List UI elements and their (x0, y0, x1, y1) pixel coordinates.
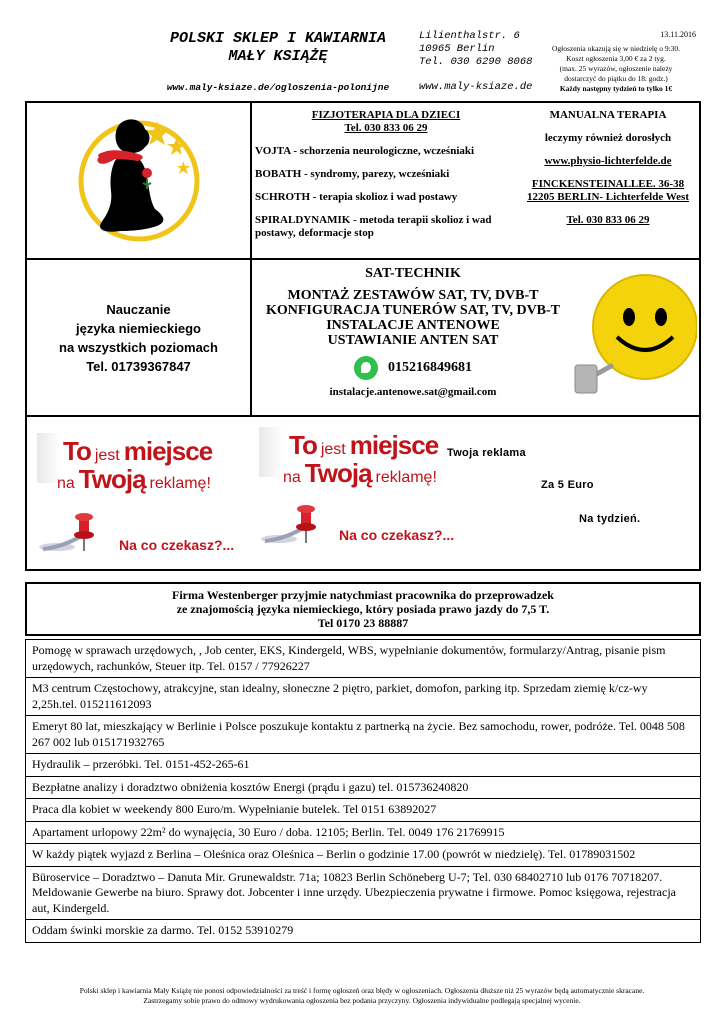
address-city: 10965 Berlin (419, 43, 495, 55)
lessons-phone[interactable]: Tel. 01739367847 (86, 358, 191, 374)
star-icon (177, 161, 190, 174)
shop-title (148, 30, 408, 66)
sat-service: INSTALACJE ANTENOWE (326, 318, 500, 333)
ad-placeholder-right[interactable] (253, 417, 699, 567)
featured-job-ad (25, 582, 701, 636)
manual-website-link[interactable]: www.physio-lichterfelde.de (544, 155, 672, 167)
classified-item: Pomogę w sprawach urzędowych, , Job center, EKS, Kindergeld, WBS, wypełnianie dokumentów, formularzy/Antrag, pisanie pism urzędowych, rachunków, Steuer itp. Tel. 0157 / 77926227 (25, 639, 701, 678)
job-ad-phone[interactable]: Tel 0170 23 88887 (317, 616, 409, 630)
info-line-bold: Każdy następny tydzień to tylko 1€ (559, 84, 673, 93)
physio-item: BOBATH - syndromy, parezy, wcześniaki (255, 168, 450, 180)
sat-email-link[interactable]: instalacje.antenowe.sat@gmail.com (329, 386, 497, 398)
manual-phone[interactable]: Tel. 030 833 06 29 (566, 214, 650, 226)
ad-headline-line1: To jest miejsce (289, 430, 439, 460)
ad-offer-line: Twoja reklama (447, 447, 526, 459)
shop-title-line1: POLSKI SKLEP I KAWIARNIA (169, 30, 387, 47)
classified-item: M3 centrum Częstochowy, atrakcyjne, stan idealny, słoneczne 2 piętro, parkiet, domofon, parking itp. Sprzedam ziemię k/cz-wy 2,25h.tel. 015211612093 (25, 678, 701, 716)
little-prince-logo (27, 103, 250, 258)
ad-headline-line1: To jest miejsce (63, 436, 213, 466)
classified-item: Hydraulik – przeróbki. Tel. 0151-452-265-61 (25, 754, 701, 777)
smiley-eye (623, 308, 635, 326)
classified-item: Apartament urlopowy 22m² do wynajęcia, 30 Euro / doba. 12105; Berlin. Tel. 0049 176 21769915 (25, 822, 701, 845)
dish (593, 275, 697, 379)
shop-address (419, 30, 539, 94)
lessons-line: języka niemieckiego (75, 320, 201, 336)
ad-headline-line2: na Twoją reklamę! (283, 458, 437, 488)
smiley-satellite-dish-image (567, 265, 697, 411)
classified-item: Büroservice – Doradztwo – Danuta Mir. Grunewaldstr. 71a; 10823 Berlin Schöneberg U-7; Tel. 030 68402710 lub 0176 70718207. Meldowanie Gewerbe na biuro. Sprawy dot. Jobcenter i inne urzędy. Ubezpieczenia prywatne i firmowe. Pomoc księgowa, rejestracja aut, Kindergeld. (25, 867, 701, 921)
classified-item: W każdy piątek wyjazd z Berlina – Oleśnica oraz Oleśnica – Berlin o godzinie 17.00 (powrót w niedzielę). Tel. 01789031502 (25, 844, 701, 867)
manual-therapy-ad (517, 109, 699, 227)
manual-subtitle: leczymy również dorosłych (544, 132, 672, 144)
ad-call-to-action: Na co czekasz?... (119, 537, 235, 553)
lnb-icon (575, 365, 597, 393)
info-line: dostarczyć do piątku do 18. godz.) (564, 74, 668, 83)
smiley-eye (655, 308, 667, 326)
classified-item: Praca dla kobiet w weekendy 800 Euro/m. Wypełnianie butelek. Tel 0151 63892027 (25, 799, 701, 822)
manual-address-street: FINCKENSTEINALLEE. 36-38 (531, 178, 685, 190)
disclaimer-line: Polski sklep i kawiarnia Mały Książę nie ponosi odpowiedzialności za treść i formę ogłoszeń oraz błędy w ogłoszeniach. Ogłoszenia dłuższe niż 25 wyrazów będą automatycznie skracane. (79, 986, 645, 995)
physio-item: SPIRALDYNAMIK - metoda terapii skolioz i wad postawy, deformacje stop (255, 214, 492, 239)
info-line: Ogłoszenia ukazują się w niedzielę o 9:30. (551, 44, 681, 53)
pricing-info (536, 44, 696, 94)
sat-service: USTAWIANIE ANTEN SAT (327, 333, 499, 348)
sat-technik-ad (253, 266, 573, 398)
classifieds-list (25, 582, 701, 943)
german-lessons-ad (27, 260, 250, 415)
sat-service: KONFIGURACJA TUNERÓW SAT, TV, DVB-T (265, 303, 561, 318)
rose-icon (142, 168, 152, 178)
classified-item: Emeryt 80 lat, mieszkający w Berlinie i Polsce poszukuje kontaktu z partnerką na życie. Bez samochodu, rower, podróże. Tel. 0048 508 267 002 lub 015171932765 (25, 716, 701, 754)
ad-offer-line: Za 5 Euro (541, 479, 594, 491)
whatsapp-icon (354, 356, 378, 380)
manual-title: MANUALNA TERAPIA (549, 109, 667, 121)
ad-offer-line: Na tydzień. (579, 513, 641, 525)
shop-website-link[interactable]: www.maly-ksiaze.de (419, 81, 533, 93)
lessons-line: na wszystkich poziomach (59, 339, 218, 355)
physio-title: FIZJOTERAPIA DLA DZIECI (311, 109, 461, 121)
job-ad-line: Firma Westenberger przyjmie natychmiast pracownika do przeprowadzek (172, 588, 554, 602)
ad-shadow-bar (259, 427, 283, 477)
manual-address-city: 12205 BERLIN- Lichterfelde West (526, 191, 690, 203)
address-tel: Tel. 030 6290 8068 (419, 56, 533, 68)
sat-service: MONTAŻ ZESTAWÓW SAT, TV, DVB-T (287, 288, 539, 303)
prince-body (100, 153, 163, 232)
sat-phone[interactable]: 015216849681 (388, 360, 472, 375)
physio-item: VOJTA - schorzenia neurologiczne, wcześniaki (255, 145, 475, 157)
ad-call-to-action: Na co czekasz?... (339, 527, 455, 543)
ad-headline-line2: na Twoją reklamę! (57, 464, 211, 494)
pushpin-icon (257, 493, 327, 549)
dish-arm (595, 365, 613, 375)
ads-grid (25, 101, 701, 571)
grid-divider (250, 103, 252, 415)
disclaimer-line: Zastrzegamy sobie prawo do odmowy wydrukowania ogłoszenia bez podania przyczyny. Ogłoszenia indywidualne podlegają specjalnej wycenie. (143, 996, 581, 1005)
sat-phone-row (253, 356, 573, 380)
issue-date: 13.11.2016 (660, 30, 696, 39)
pushpin-icon (35, 501, 105, 557)
sat-title: SAT-TECHNIK (365, 266, 461, 281)
physio-item: SCHROTH - terapia skolioz i wad postawy (255, 191, 458, 203)
ads-website-link[interactable]: www.maly-ksiaze.de/ogloszenia-polonijne (166, 82, 390, 93)
shop-title-line2: MAŁY KSIĄŻĘ (228, 48, 328, 65)
ad-placeholder-left[interactable] (27, 417, 250, 567)
physio-children-ad (255, 109, 517, 250)
classified-item: Oddam świnki morskie za darmo. Tel. 0152 53910279 (25, 920, 701, 943)
disclaimer-footer (20, 986, 704, 1006)
physio-phone[interactable]: Tel. 030 833 06 29 (344, 122, 428, 134)
info-line: (max. 25 wyrazów, ogłoszenie należy (559, 64, 673, 73)
lessons-line: Nauczanie (106, 301, 171, 317)
job-ad-line: ze znajomością języka niemieckiego, który posiada prawo jazdy do 7,5 T. (176, 602, 550, 616)
address-street: Lilienthalstr. 6 (419, 30, 520, 42)
info-line: Koszt ogłoszenia 3,00 € za 2 tyg. (566, 54, 666, 63)
classified-item: Bezpłatne analizy i doradztwo obniżenia kosztów Energi (prądu i gazu) tel. 015736240820 (25, 777, 701, 800)
